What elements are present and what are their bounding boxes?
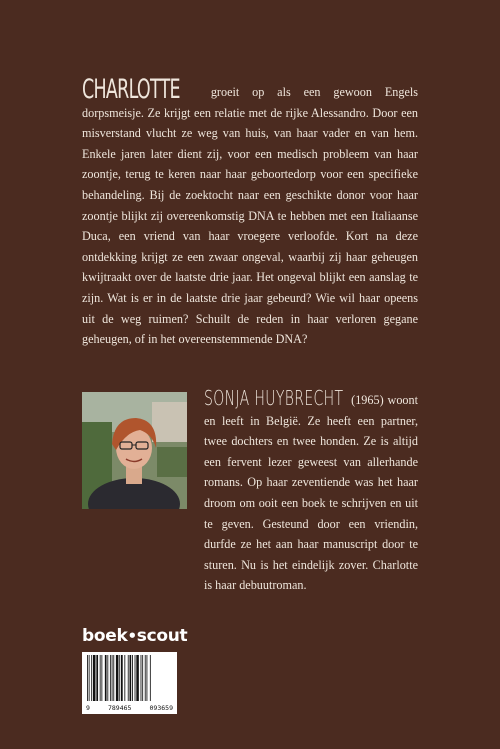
blurb-text: groeit op als een gewoon Engels dorpsmeisje. Ze krijgt een relatie met de rijke Alessandro. Door een misverstand vlucht ze weg van huis, van haar vader en van hem. Enkele jaren later dient zij, voor een medisch probleem van haar zoontje, terug te keren naar haar geboortedorp voor een specifieke behandeling. Bij de zoektocht naar een geschikte donor voor haar zoontje blijkt zij overeenkomstig DNA te hebben met een Italiaanse Duca, een vriend van haar vroegere verloofde. Kort na deze ontdekking krijgt ze een zwaar ongeval, waarbij zij haar geheugen kwijtraakt over de laatste drie jaar. Het ongeval blijkt een aanslag te zijn. Wat is er in de laatste drie jaar gebeurd? Wie wil haar opeens uit de weg ruimen? Schuilt de reden in haar verloren gegane geheugen, of in het overeenstemmende DNA?	[82, 85, 418, 347]
barcode-bar	[105, 655, 107, 701]
barcode-bar	[135, 655, 136, 701]
barcode-bar	[112, 655, 113, 701]
author-photo	[82, 392, 187, 509]
barcode-bar	[93, 655, 96, 701]
barcode-bar	[119, 655, 120, 701]
barcode-digits-group1: 789465	[107, 704, 132, 712]
barcode-bar	[121, 655, 123, 701]
barcode-bar	[132, 655, 133, 701]
publisher-separator: •	[127, 627, 137, 645]
barcode-bar	[130, 655, 132, 701]
barcode-bar	[100, 655, 101, 701]
barcode-bar	[136, 655, 139, 701]
barcode-bar	[141, 655, 142, 701]
publisher-name-left: boek	[82, 626, 128, 646]
book-blurb	[82, 74, 418, 350]
barcode-digits-group2: 093659	[149, 704, 173, 712]
barcode-bar	[91, 655, 92, 701]
isbn-barcode	[82, 652, 177, 714]
barcode-bar	[96, 655, 98, 701]
blurb-title-word: CHARLOTTE	[82, 74, 180, 105]
barcode-bar	[107, 655, 108, 701]
barcode-bar	[147, 655, 148, 701]
barcode-bar	[128, 655, 129, 701]
barcode-bar	[145, 655, 146, 701]
barcode-digit-first: 9	[86, 704, 90, 712]
barcode-bar	[116, 655, 119, 701]
publisher-name-right: scout	[136, 626, 188, 646]
barcode-digits	[82, 704, 177, 712]
publisher-logo	[82, 626, 187, 646]
barcode-bar	[89, 655, 90, 701]
author-bio-text: (1965) woont en leeft in België. Ze heeft een partner, twee dochters en twee honden. Ze is altijd een fervent lezer geweest van allerhande romans. Op haar zeventiende was het haar droom om ooit een boek te schrijven en uit te geven. Gesteund door een vriendin, durfde ze het aan haar manuscript door te sturen. Nu is het eindelijk zover. Charlotte is haar debuutroman.	[204, 393, 418, 593]
barcode-bar	[142, 655, 143, 701]
barcode-bar	[87, 655, 88, 701]
barcode-bar	[124, 655, 125, 701]
barcode-bar	[150, 655, 151, 701]
barcode-bar	[110, 655, 111, 701]
barcode-bar	[113, 655, 114, 701]
author-name: SONJA HUYBRECHT	[204, 386, 344, 410]
barcode-bars	[82, 652, 177, 704]
author-bio	[204, 388, 418, 596]
barcode-bar	[101, 655, 102, 701]
